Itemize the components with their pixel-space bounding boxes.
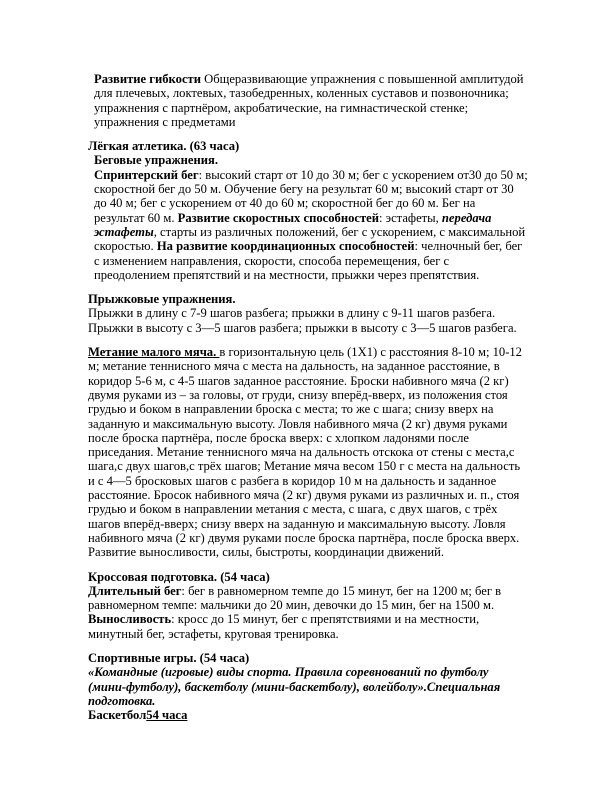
document-page	[88, 72, 528, 722]
sprint-paragraph	[88, 168, 528, 282]
games-subtitle: «Командные (игровые) виды спорта. Правила соревнований по футболу (мини-футболу), баскетболу (мини-баскетболу), волейболу».Специальная подготовка.	[88, 665, 501, 708]
sprint-title: Спринтерский бег	[94, 167, 199, 182]
basketball-line	[88, 708, 528, 722]
basketball-label: Баскетбол	[88, 708, 147, 723]
long-run-title: Длительный бег	[88, 583, 182, 598]
sprint-text: : высокий старт от 10 до 30 м; бег с ускорением от30 до 50 м; скоростной бег до 50 м. Обучение бегу на результат 60 м; высокий старт от 30 до 40 м; бег с ускорением от 40 до 60 м; скоростной бег до 60 м. Бег на результат 60 м.	[94, 167, 528, 225]
cross-heading: Кроссовая подготовка. (54 часа)	[88, 569, 270, 584]
cross-paragraph	[88, 584, 528, 641]
basketball-hours: 54 часа	[146, 708, 188, 723]
throwing-extra: Развитие выносливости, силы, быстроты, координации движений.	[88, 545, 445, 560]
coord-title: На развитие координационных способностей	[156, 239, 415, 254]
running-heading: Беговые упражнения.	[94, 153, 218, 168]
endurance-title: Выносливость	[88, 612, 172, 627]
speed-title: Развитие скоростных способностей	[177, 210, 380, 225]
long-run-text: : бег в равномерном темпе до 15 минут, бег на 1200 м; бег в равномерном темпе: мальчики до 20 мин, девочки до 15 мин, бег на 1500 м.	[88, 583, 502, 613]
games-heading: Спортивные игры. (54 часа)	[88, 650, 250, 665]
coord-text: : челночный бег, бег с изменением направления, скорости, способа перемещения, бег с преодолением препятствий и на местности, прыжки через препятствия.	[94, 239, 523, 282]
speed-italic: передача эстафеты	[94, 210, 492, 239]
athletics-heading: Лёгкая атлетика. (63 часа)	[88, 139, 240, 154]
speed-text-1: : эстафеты,	[379, 210, 442, 225]
throwing-title: Метание малого мяча.	[88, 345, 220, 360]
throwing-paragraph	[88, 345, 528, 545]
flexibility-paragraph	[88, 72, 528, 129]
jumps-text: Прыжки в длину с 7-9 шагов разбега; прыжки в длину с 9-11 шагов разбега. Прыжки в высоту с 3—5 шагов разбега; прыжки в высоту с 3—5 шагов разбега.	[88, 306, 517, 335]
flexibility-text: Общеразвивающие упражнения с повышенной амплитудой для плечевых, локтевых, тазобедренных, коленных суставов и позвоночника; упражнения с партнёром, акробатические, на гимнастической стенке; упражнения с предметами	[94, 72, 524, 129]
throwing-text: в горизонтальную цель (1Х1) с расстояния 8-10 м; 10-12 м; метание теннисного мяча с места на дальность, на заданное расстояние, в коридор 5-6 м, с 4-5 шагов заданное расстояние. Броски набивного мяча (2 кг) двумя руками из – за головы, от груди, снизу вперёд-вверх, из положения стоя грудью и боком в направлении броска с места; то же с шага; снизу вверх на заданную и максимальную высоту. Ловля набивного мяча (2 кг) двумя руками после броска партнёра, после броска вверх: с хлопком ладонями после приседания. Метание теннисного мяча на дальность отскока от стены с места,с шага,с двух шагов,с трёх шагов; Метание мяча весом 150 г с места на дальность и с 4—5 бросковых шагов с разбега в коридор 10 м на дальность и заданное расстояние. Бросок набивного мяча (2 кг) двумя руками из различных и. п., стоя грудью и боком в направлении метания с места, с шага, с двух шагов, с трёх шагов вперёд-вверх; снизу вверх на заданную и максимальную высоту. Ловля набивного мяча (2 кг) двумя руками после броска партнёра, после броска вверх.	[88, 345, 522, 545]
jumps-heading: Прыжковые упражнения.	[88, 292, 236, 307]
speed-text-2: , старты из различных положений, бег с ускорением, с максимальной скоростью.	[94, 224, 526, 254]
flexibility-title: Развитие гибкости	[94, 72, 201, 86]
endurance-text: : кросс до 15 минут, бег с препятствиями и на местности, минутный бег, эстафеты, круговая тренировка.	[88, 612, 480, 641]
